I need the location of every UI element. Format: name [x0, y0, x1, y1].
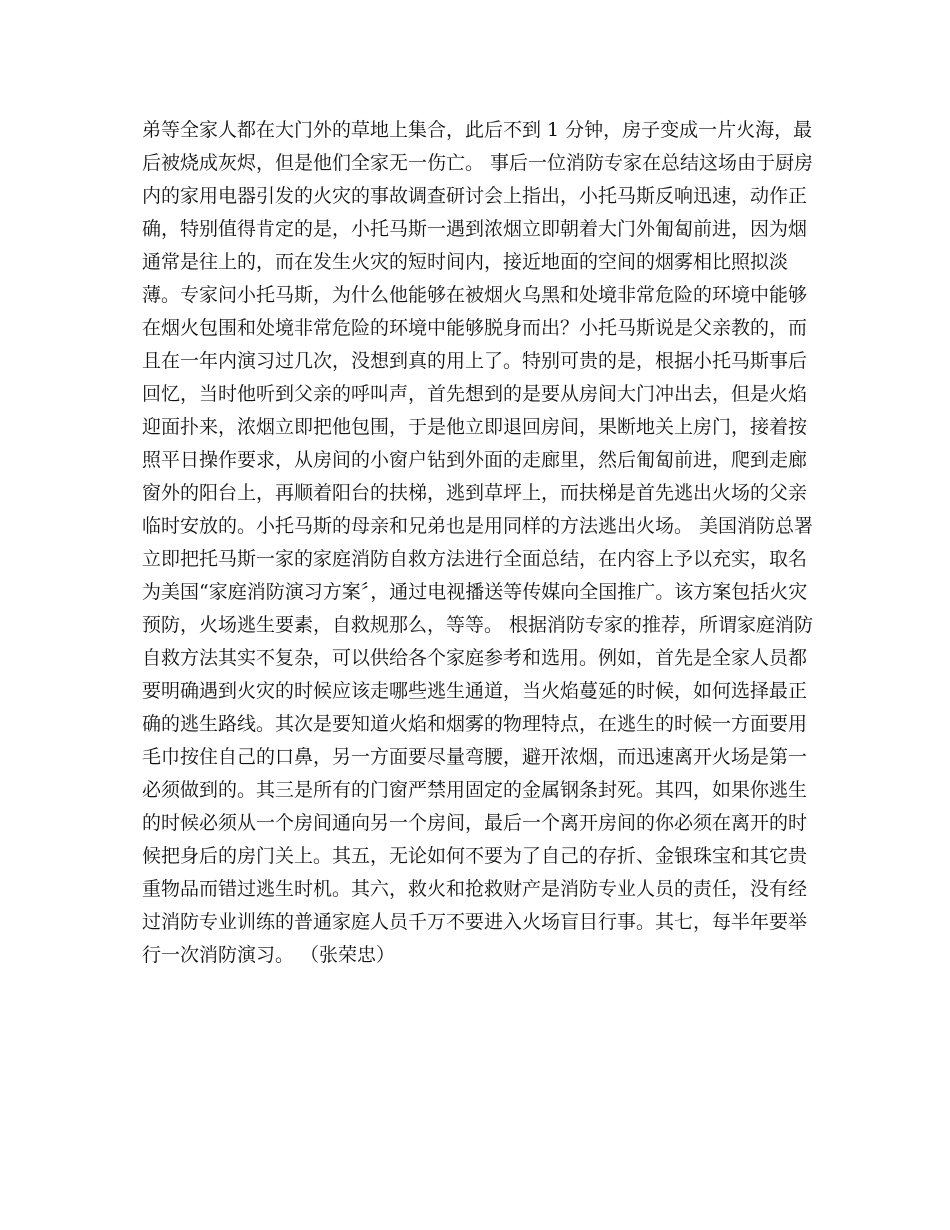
text-line: 过消防专业训练的普通家庭人员千万不要进入火场盲目行事。其七，每半年要举 — [142, 911, 808, 933]
text-line: 且在一年内演习过几次，没想到真的用上了。特别可贵的是，根据小托马斯事后 — [142, 350, 808, 372]
article-body — [142, 114, 812, 972]
text-line: 要明确遇到火灾的时候应该走哪些逃生通道，当火焰蔓延的时候，如何选择最正 — [142, 680, 808, 702]
text-line: 行一次消防演习。 （张荣忠） — [142, 944, 396, 966]
text-line: 内的家用电器引发的火灾的事故调查研讨会上指出，小托马斯反响迅速，动作正 — [142, 185, 808, 207]
text-line: 后被烧成灰烬，但是他们全家无一伤亡。 事后一位消防专家在总结这场由于厨房 — [142, 152, 814, 174]
text-line: 照平日操作要求，从房间的小窗户钻到外面的走廊里，然后匍匐前进，爬到走廊 — [142, 449, 808, 471]
text-line: 回忆，当时他听到父亲的呼叫声，首先想到的是要从房间大门冲出去，但是火焰 — [142, 383, 808, 405]
text-line: 重物品而错过逃生时机。其六，救火和抢救财产是消防专业人员的责任，没有经 — [142, 878, 808, 900]
text-line: 为美国“家庭消防演习方案〞，通过电视播送等传媒向全国推广。该方案包括火灾 — [142, 581, 808, 603]
text-line: 立即把托马斯一家的家庭消防自救方法进行全面总结，在内容上予以充实，取名 — [142, 548, 808, 570]
text-line: 候把身后的房门关上。其五，无论如何不要为了自己的存折、金银珠宝和其它贵 — [142, 845, 808, 867]
text-line: 通常是往上的，而在发生火灾的短时间内，接近地面的空间的烟雾相比照拟淡 — [142, 251, 789, 273]
text-line: 在烟火包围和处境非常危险的环境中能够脱身而出？小托马斯说是父亲教的，而 — [142, 317, 808, 339]
text-line: 毛巾按住自己的口鼻，另一方面要尽量弯腰，避开浓烟，而迅速离开火场是第一 — [142, 746, 808, 768]
text-line: 预防，火场逃生要素，自救规那么，等等。 根据消防专家的推荐，所谓家庭消防 — [142, 614, 814, 636]
text-line: 必须做到的。其三是所有的门窗严禁用固定的金属钢条封死。其四，如果你逃生 — [142, 779, 808, 801]
text-line: 薄。专家问小托马斯，为什么他能够在被烟火乌黑和处境非常危险的环境中能够 — [142, 284, 808, 306]
text-line: 的时候必须从一个房间通向另一个房间，最后一个离开房间的你必须在离开的时 — [142, 812, 808, 834]
text-line: 迎面扑来，浓烟立即把他包围，于是他立即退回房间，果断地关上房门，接着按 — [142, 416, 808, 438]
text-line: 窗外的阳台上，再顺着阳台的扶梯，逃到草坪上，而扶梯是首先逃出火场的父亲 — [142, 482, 808, 504]
text-line: 临时安放的。小托马斯的母亲和兄弟也是用同样的方法逃出火场。 美国消防总署 — [142, 515, 814, 537]
text-line: 确，特别值得肯定的是，小托马斯一遇到浓烟立即朝着大门外匍匐前进，因为烟 — [142, 218, 808, 240]
text-line: 自救方法其实不复杂，可以供给各个家庭参考和选用。例如，首先是全家人员都 — [142, 647, 808, 669]
text-line: 确的逃生路线。其次是要知道火焰和烟雾的物理特点，在逃生的时候一方面要用 — [142, 713, 808, 735]
text-line: 弟等全家人都在大门外的草地上集合，此后不到 1 分钟，房子变成一片火海，最 — [142, 119, 813, 141]
